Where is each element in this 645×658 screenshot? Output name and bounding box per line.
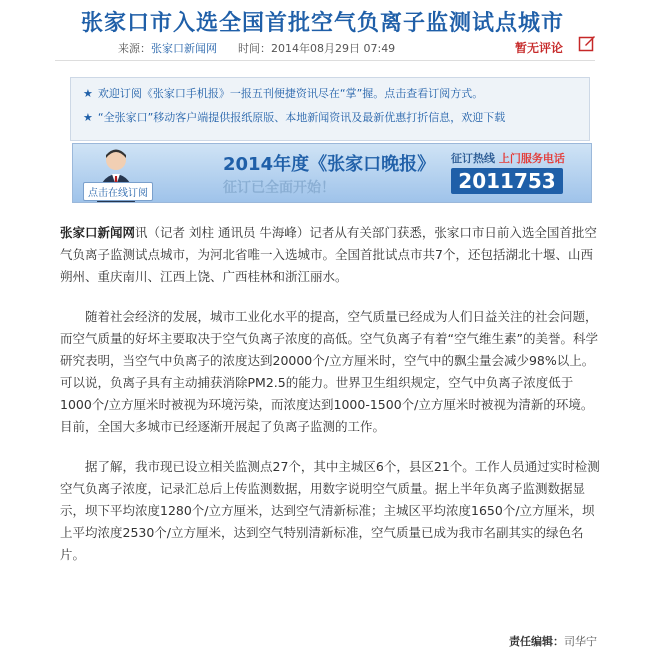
notice-row-mobile-paper[interactable] xyxy=(83,85,483,103)
divider xyxy=(55,60,595,61)
source-link[interactable]: 张家口新闻网 xyxy=(151,42,217,55)
publish-time xyxy=(238,40,395,56)
subscription-notice xyxy=(70,77,590,141)
time-value: 2014年08月29日 07:49 xyxy=(271,42,396,55)
hotline xyxy=(451,150,565,166)
notice-text: 欢迎订阅《张家口手机报》一报五刊便捷资讯尽在“掌”握。点击查看订阅方式。 xyxy=(97,87,484,100)
paragraph-text: 讯（记者 刘柱 通讯员 牛海峰）记者从有关部门获悉，张家口市日前入选全国首批空气负离子监测试点城市，为河北省唯一入选城市。全国首批试点市共7个，还包括湖北十堰、山西朔州、重庆南川、江西上饶、广西桂林和浙江丽水。 xyxy=(60,225,597,284)
hotline-label: 征订热线 xyxy=(451,152,495,165)
star-icon: ★ xyxy=(83,111,93,124)
subscription-banner[interactable] xyxy=(72,143,592,203)
lead-source: 张家口新闻网 xyxy=(60,225,136,240)
paragraph: 据了解，我市现已设立相关监测点27个，其中主城区6个，县区21个。工作人员通过实时检测空气负离子浓度，记录汇总后上传监测数据，用数字说明空气质量。据上半年负离子监测数据显示，坝下平均浓度1280个/立方厘米，达到空气清新标准；主城区平均浓度1650个/立方厘米，坝上平均浓度2530个/立方厘米，达到空气特别清新标准，空气质量已成为我市名副其实的绿色名片。 xyxy=(60,459,600,562)
paragraph: 随着社会经济的发展，城市工业化水平的提高，空气质量已经成为人们日益关注的社会问题，而空气质量的好坏主要取决于空气负离子浓度的高低。空气负离子有着“空气维生素”的美誉。科学研究表明，当空气中负离子的浓度达到20000个/立方厘米时，空气中的飘尘量会减少98%以上。可以说，负离子具有主动捕获消除PM2.5的能力。世界卫生组织规定，空气中负离子浓度低于1000个/立方厘米时被视为环境污染，而浓度达到1000-1500个/立方厘米时被视为清新的环境。目前，全国大多城市已经逐渐开展起了负离子监测的工作。 xyxy=(60,309,598,434)
banner-subheadline: 征订已全面开始！ xyxy=(223,180,335,196)
paragraph xyxy=(60,222,600,288)
source xyxy=(118,40,217,56)
hotline-tag: 上门服务电话 xyxy=(498,152,565,165)
notice-row-client-app[interactable] xyxy=(83,109,505,127)
article-body xyxy=(60,222,600,584)
edit-icon[interactable] xyxy=(578,34,596,52)
editor-name: 司华宁 xyxy=(564,635,597,648)
page-title: 张家口市入选全国首批空气负离子监测试点城市 xyxy=(80,11,564,36)
editor-label: 责任编辑： xyxy=(509,635,564,648)
banner-headline: 2014年度《张家口晚报》 xyxy=(223,154,436,175)
star-icon: ★ xyxy=(83,87,93,100)
editor-credit xyxy=(509,633,597,649)
source-label: 来源： xyxy=(118,42,151,55)
comment-link[interactable]: 暂无评论 xyxy=(515,41,564,55)
hotline-phone: 2011753 xyxy=(451,168,563,194)
time-label: 时间： xyxy=(238,42,271,55)
subscribe-online-button[interactable]: 点击在线订阅 xyxy=(83,182,153,201)
notice-text: “全张家口”移动客户端提供报纸原版、本地新闻资讯及最新优惠打折信息，欢迎下载 xyxy=(97,111,506,124)
